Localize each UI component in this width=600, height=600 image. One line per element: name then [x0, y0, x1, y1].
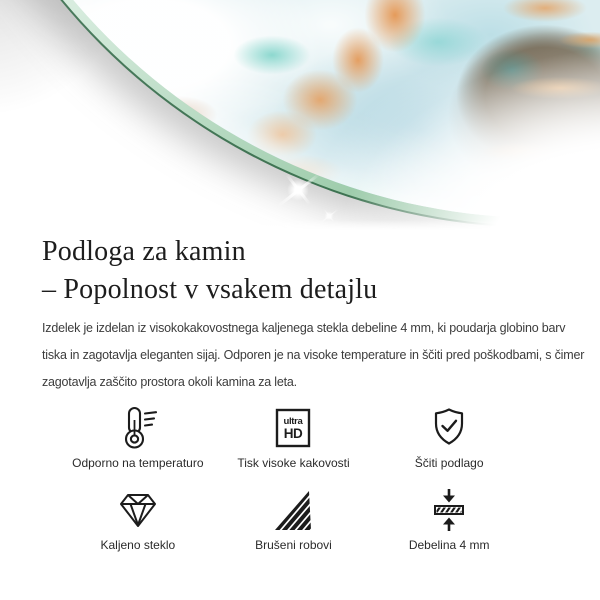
polished-edges-icon — [270, 487, 316, 533]
feature-thickness — [371, 487, 527, 552]
feature-polished-edges — [216, 487, 372, 552]
feature-temperature-resistant — [60, 405, 216, 470]
feature-print-quality — [216, 405, 372, 470]
feature-label: Ščiti podlago — [414, 456, 484, 470]
product-description-section — [0, 233, 600, 552]
feature-tempered-glass — [60, 487, 216, 552]
thickness-icon — [426, 487, 472, 533]
page-title-line1: Podloga za kamin — [42, 236, 246, 267]
feature-label: Brušeni robovi — [255, 538, 332, 552]
svg-text:ultra: ultra — [283, 416, 304, 427]
feature-protects-surface — [371, 405, 527, 470]
product-photo — [0, 0, 600, 230]
ultra-hd-icon — [270, 405, 316, 451]
page-title — [42, 233, 545, 309]
glass-disc — [0, 0, 600, 228]
features-grid — [42, 405, 545, 552]
diamond-icon — [115, 487, 161, 533]
feature-label: Tisk visoke kakovosti — [237, 456, 350, 470]
svg-text:HD: HD — [284, 426, 303, 441]
feature-label: Odporno na temperaturo — [72, 456, 204, 470]
shield-check-icon — [426, 405, 472, 451]
glass-disc-print — [0, 0, 600, 218]
thermometer-icon — [115, 405, 161, 451]
product-description: Izdelek je izdelan iz visokokakovostnega kaljenega stekla debeline 4 mm, ki poudarja globino barv tiska in zagotavlja eleganten sijaj. Odporen je na visoke temperature in ščiti pred poškodbami, s čimer zagotavlja zaščito prostora okoli kamina za leta. — [42, 321, 585, 389]
feature-label: Debelina 4 mm — [408, 538, 490, 552]
feature-label: Kaljeno steklo — [100, 538, 176, 552]
page-title-line2: – Popolnost v vsakem detajlu — [42, 274, 378, 305]
